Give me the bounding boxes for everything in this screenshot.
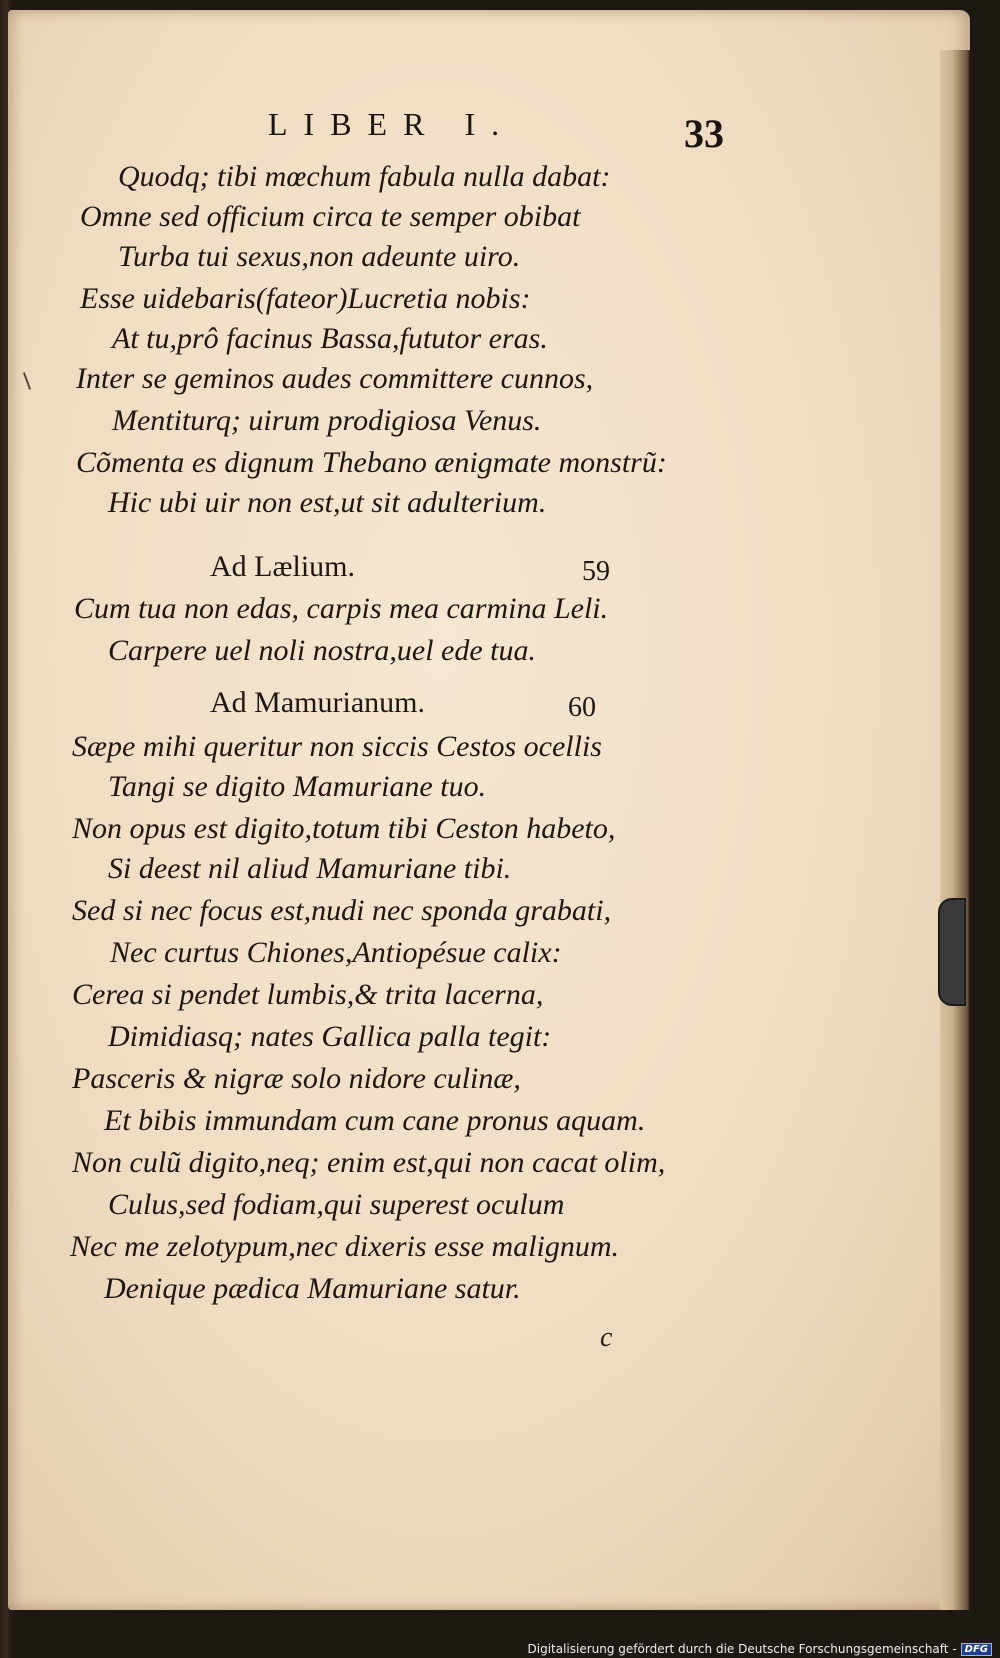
verse-line: At tu,prô facinus Bassa,fututor eras.: [112, 322, 548, 355]
verse-line: Quodq; tibi mœchum fabula nulla dabat:: [118, 160, 611, 193]
epigram-title: Ad Mamurianum.: [210, 686, 425, 719]
verse-line: Culus,sed fodiam,qui superest oculum: [108, 1188, 565, 1221]
verse-line: Esse uidebaris(fateor)Lucretia nobis:: [80, 282, 531, 315]
verse-line: Si deest nil aliud Mamuriane tibi.: [108, 852, 512, 885]
verse-line: Omne sed officium circa te semper obibat: [80, 200, 581, 233]
verse-line: Inter se geminos audes committere cunnos,: [76, 362, 594, 395]
dfg-logo-icon: DFG: [961, 1643, 992, 1656]
credit-text: Digitalisierung gefördert durch die Deutsche Forschungsgemeinschaft -: [527, 1642, 957, 1656]
signature-mark: c: [600, 1322, 613, 1353]
epigram-number: 60: [568, 692, 596, 723]
verse-line: Sed si nec focus est,nudi nec sponda grabati,: [72, 894, 612, 927]
verse-line: Denique pædica Mamuriane satur.: [104, 1272, 521, 1305]
page-number: 33: [684, 111, 724, 156]
verse-line: Nec me zelotypum,nec dixeris esse malignum.: [70, 1230, 620, 1263]
verse-line: Cum tua non edas, carpis mea carmina Leli.: [74, 592, 609, 625]
verse-line: Carpere uel noli nostra,uel ede tua.: [108, 634, 536, 667]
digitization-credit: [528, 1642, 993, 1656]
page-tab: [938, 898, 966, 1006]
verse-line: Mentiturq; uirum prodigiosa Venus.: [112, 404, 542, 437]
verse-line: Nec curtus Chiones,Antiopésue calix:: [110, 936, 562, 969]
verse-line: Non opus est digito,totum tibi Ceston habeto,: [72, 812, 616, 845]
verse-line: Tangi se digito Mamuriane tuo.: [108, 770, 487, 803]
verse-line: Sæpe mihi queritur non siccis Cestos ocellis: [72, 730, 602, 763]
verse-line: Cõmenta es dignum Thebano ænigmate monstrũ:: [76, 446, 667, 479]
verse-line: Turba tui sexus,non adeunte uiro.: [118, 240, 521, 273]
epigram-number: 59: [582, 556, 610, 587]
verse-line: Dimidiasq; nates Gallica palla tegit:: [108, 1020, 552, 1053]
verse-line: Cerea si pendet lumbis,& trita lacerna,: [72, 978, 544, 1011]
page-edge: [940, 50, 970, 1610]
running-head: LIBER I.: [268, 106, 516, 142]
verse-line: Non culũ digito,neq; enim est,qui non cacat olim,: [72, 1146, 666, 1179]
verse-line: Et bibis immundam cum cane pronus aquam.: [104, 1104, 646, 1137]
epigram-title: Ad Lælium.: [210, 550, 356, 583]
verse-line: Pasceris & nigræ solo nidore culinæ,: [72, 1062, 521, 1095]
verse-line: Hic ubi uir non est,ut sit adulterium.: [108, 486, 547, 519]
